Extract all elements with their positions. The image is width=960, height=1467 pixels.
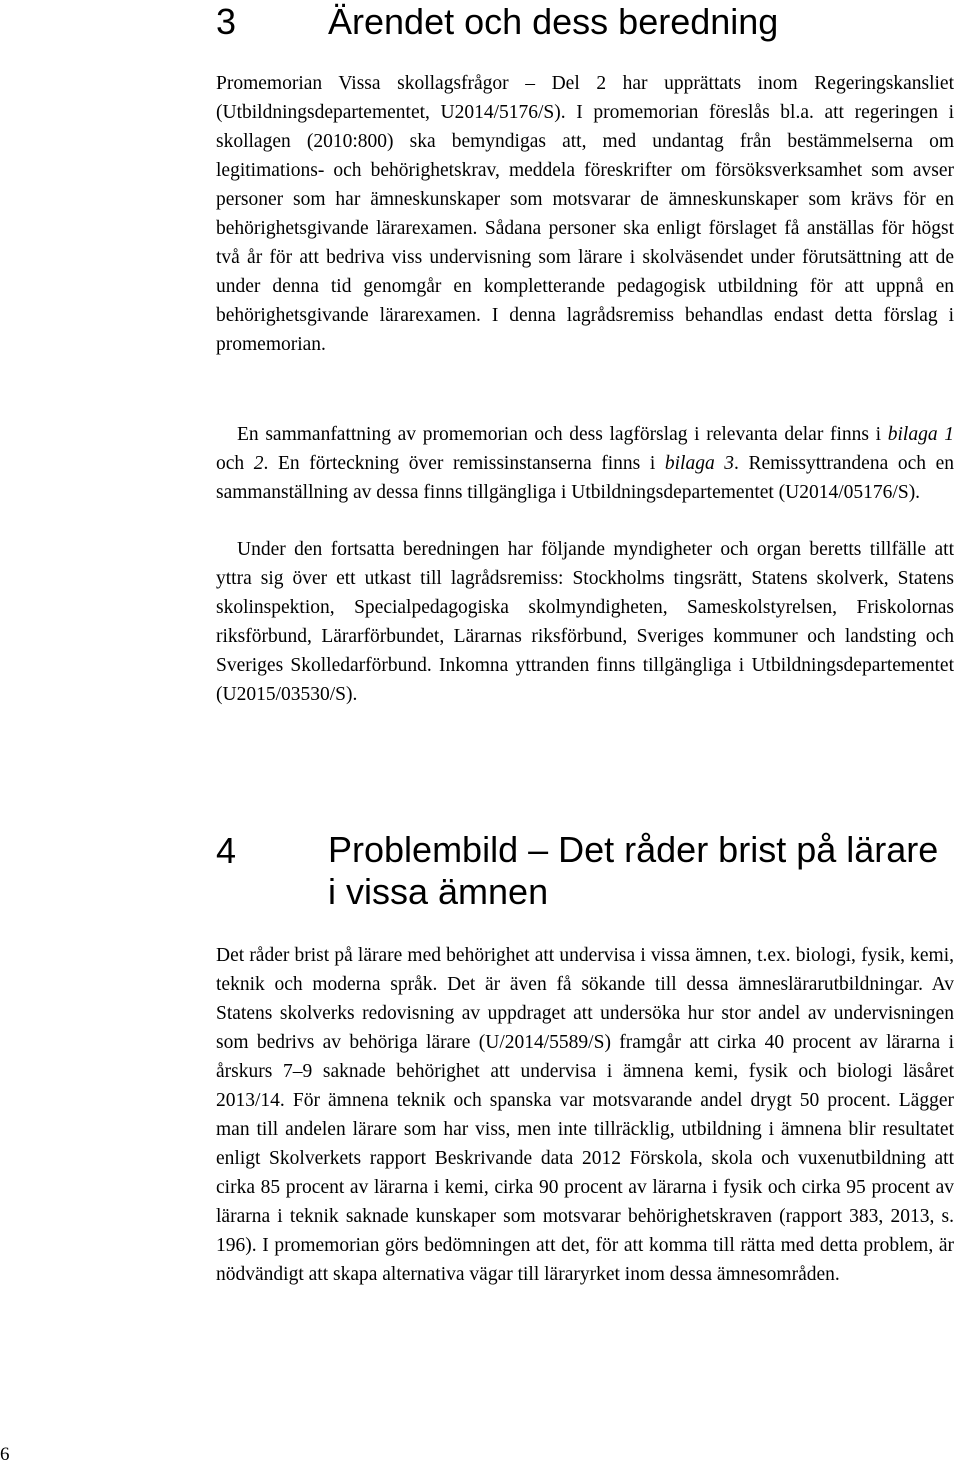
paragraph: Det råder brist på lärare med behörighet att undervisa i vissa ämnen, t.ex. biologi, fysik, kemi, teknik och moderna språk. Det är även få sökande till dessa ämneslärarutbildningar. Av Statens skolverks redovisning av uppdraget att undersöka hur stor andel av undervisningen som bedrivs av behöriga lärare (U/2014/5589/S) framgår att cirka 40 procent av lärarna i årskurs 7–9 saknade behörighet att undervisa i ämnena kemi, fysik och biologi läsåret 2013/14. För ämnena teknik och spanska var motsvarande andel drygt 50 procent. Lägger man till andelen lärare som har viss, men inte tillräcklig, utbildning i ämnena blir resultatet enligt Skolverkets rapport Beskrivande data 2012 Förskola, skola och vuxenutbildning att cirka 85 procent av lärarna i kemi, cirka 90 procent av lärarna i fysik och cirka 95 procent av lärarna i teknik saknade kunskaper som motsvarar behörighetskraven (rapport 383, 2013, s. 196). I promemorian görs bedömningen att det, för att komma till rätta med detta problem, är nödvändigt att skapa alternativa vägar till läraryrket inom dessa ämnesområden. [216,945,954,1285]
bilaga-reference: bilaga 3 [664,453,735,474]
section-3-heading [216,0,778,44]
section-title: Ärendet och dess beredning [328,1,779,42]
section-4-heading [216,829,948,913]
paragraph [216,420,954,507]
text-run: . Remissyttrandena och en sammanställning av dessa finns tillgängliga i Utbildningsdepartementet (U2014/05176/S). [216,453,955,503]
section-number: 4 [216,830,237,871]
bilaga-reference: 2 [253,453,264,474]
text-run: En sammanfattning av promemorian och dess lagförslag i relevanta delar finns i [237,424,888,445]
section-number: 3 [216,1,237,42]
bilaga-reference: bilaga 1 [887,424,955,445]
paragraph: Under den fortsatta beredningen har följande myndigheter och organ beretts tillfälle att yttra sig över ett utkast till lagrådsremiss: Stockholms tingsrätt, Statens skolverk, Statens skolinspektion, Specialpedagogiska skolmyndigheten, Sameskolstyrelsen, Friskolornas riksförbund, Lärarförbundet, Lärarnas riksförbund, Sveriges kommuner och landsting och Sveriges Skolledarförbund. Inkomna yttranden finns tillgängliga i Utbildningsdepartementet (U2015/03530/S). [216,539,954,705]
page-number: 6 [0,1444,10,1465]
paragraph: Promemorian Vissa skollagsfrågor – Del 2 har upprättats inom Regeringskansliet (Utbildningsdepartementet, U2014/5176/S). I promemorian föreslås bl.a. att regeringen i skollagen (2010:800) ska bemyndigas att, med undantag från bestämmelserna om legitimations- och behörighetskrav, meddela föreskrifter om försöksverksamhet som avser personer som har ämneskunskaper som motsvarar de ämneskunskaper som krävs för en behörighetsgivande lärarexamen. Sådana personer ska enligt förslaget få anställas för högst två år för att bedriva viss undervisning som lärare i skolväsendet under förutsättning att de under denna tid genomgår en kompletterande pedagogisk utbildning för att uppnå en behörighetsgivande lärarexamen. I denna lagrådsremiss behandlas endast detta förslag i promemorian. [216,73,954,355]
section-title: Problembild – Det råder brist på lärare i vissa ämnen [328,829,939,912]
text-run: och [216,453,254,474]
text-run: . En förteckning över remissinstanserna finns i [263,453,665,474]
